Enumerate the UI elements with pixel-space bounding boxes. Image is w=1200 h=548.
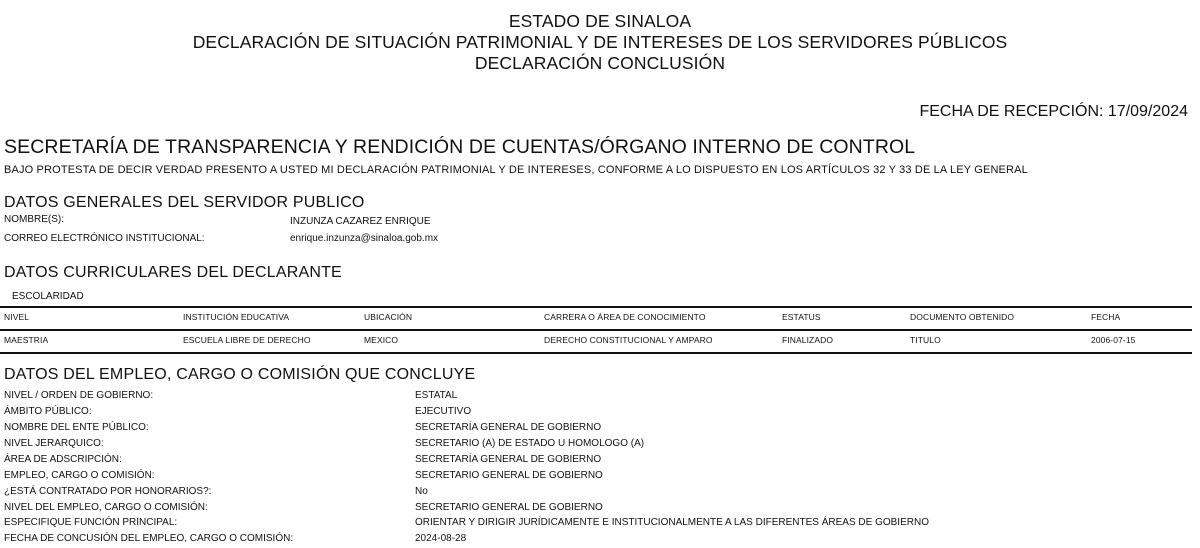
employment-value: SECRETARIO GENERAL DE GOBIERNO <box>415 470 603 481</box>
employment-row <box>0 438 1200 453</box>
col-header-date: FECHA <box>1091 312 1121 322</box>
employment-value: ESTATAL <box>415 390 458 401</box>
general-data-title: DATOS GENERALES DEL SERVIDOR PUBLICO <box>4 194 365 211</box>
name-label: NOMBRE(S): <box>4 214 64 225</box>
organization-title: SECRETARÍA DE TRANSPARENCIA Y RENDICIÓN DE CUENTAS/ÓRGANO INTERNO DE CONTROL <box>4 136 916 158</box>
employment-value: SECRETARÍA GENERAL DE GOBIERNO <box>415 454 602 465</box>
employment-label: NIVEL DEL EMPLEO, CARGO O COMISIÓN: <box>4 502 208 513</box>
header-declaration-title: DECLARACIÓN DE SITUACIÓN PATRIMONIAL Y DE INTERESES DE LOS SERVIDORES PÚBLICOS <box>192 32 1008 52</box>
employment-label: ESPECIFIQUE FUNCIÓN PRINCIPAL: <box>4 517 178 528</box>
header-state: ESTADO DE SINALOA <box>508 11 692 31</box>
employment-row <box>0 422 1200 437</box>
employment-row <box>0 406 1200 421</box>
protest-statement: BAJO PROTESTA DE DECIR VERDAD PRESENTO A USTED MI DECLARACIÓN PATRIMONIAL Y DE INTERESES, CONFORME A LO DISPUESTO EN LOS ARTÍCULOS 32 Y 33 DE LA LEY GENERAL <box>4 164 1028 176</box>
curricular-data-title: DATOS CURRICULARES DEL DECLARANTE <box>4 264 342 281</box>
col-header-status: ESTATUS <box>782 312 821 322</box>
cell-location: MEXICO <box>364 335 399 345</box>
table-row <box>0 331 1192 352</box>
employment-value: SECRETARIO (A) DE ESTADO U HOMOLOGO (A) <box>415 438 645 449</box>
name-value: INZUNZA CAZAREZ ENRIQUE <box>290 216 431 227</box>
employment-label: ¿ESTÁ CONTRATADO POR HONORARIOS?: <box>4 486 212 497</box>
cell-date: 2006-07-15 <box>1091 335 1136 345</box>
document-header <box>0 11 1200 74</box>
cell-status: FINALIZADO <box>782 335 834 345</box>
employment-label: NOMBRE DEL ENTE PÚBLICO: <box>4 422 149 433</box>
header-declaration-type: DECLARACIÓN CONCLUSIÓN <box>474 53 726 73</box>
employment-row <box>0 486 1200 501</box>
cell-institution: ESCUELA LIBRE DE DERECHO <box>183 335 311 345</box>
schooling-table <box>0 306 1192 354</box>
employment-row <box>0 470 1200 485</box>
email-value: enrique.inzunza@sinaloa.gob.mx <box>290 233 439 244</box>
col-header-institution: INSTITUCIÓN EDUCATIVA <box>183 312 290 322</box>
employment-value: 2024-08-28 <box>415 533 467 544</box>
employment-row <box>0 517 1200 532</box>
employment-label: NIVEL JERARQUICO: <box>4 438 104 449</box>
employment-value: SECRETARÍA GENERAL DE GOBIERNO <box>415 422 602 433</box>
schooling-subheading: ESCOLARIDAD <box>12 291 84 302</box>
employment-data-title: DATOS DEL EMPLEO, CARGO O COMISIÓN QUE CONCLUYE <box>4 366 476 383</box>
col-header-document: DOCUMENTO OBTENIDO <box>910 312 1015 322</box>
table-bottom-rule <box>0 352 1192 354</box>
reception-date: FECHA DE RECEPCIÓN: 17/09/2024 <box>919 103 1188 120</box>
employment-label: EMPLEO, CARGO O COMISIÓN: <box>4 470 155 481</box>
cell-document: TITULO <box>910 335 941 345</box>
employment-value: No <box>415 486 428 497</box>
cell-career: DERECHO CONSTITUCIONAL Y AMPARO <box>544 335 713 345</box>
employment-value: ORIENTAR Y DIRIGIR JURÍDICAMENTE E INSTITUCIONALMENTE A LAS DIFERENTES ÁREAS DE GOBIERNO <box>415 517 929 528</box>
employment-label: FECHA DE CONCUSIÓN DEL EMPLEO, CARGO O COMISIÓN: <box>4 533 294 544</box>
employment-row <box>0 454 1200 469</box>
employment-label: ÁMBITO PÚBLICO: <box>4 406 92 417</box>
col-header-location: UBICACIÓN <box>364 312 413 322</box>
employment-value: SECRETARIO GENERAL DE GOBIERNO <box>415 502 603 513</box>
employment-row <box>0 390 1200 405</box>
col-header-career: CARRERA O ÁREA DE CONOCIMIENTO <box>544 312 706 322</box>
employment-value: EJECUTIVO <box>415 406 472 417</box>
employment-row <box>0 533 1200 548</box>
col-header-level: NIVEL <box>4 312 30 322</box>
email-label: CORREO ELECTRÓNICO INSTITUCIONAL: <box>4 233 205 244</box>
employment-row <box>0 502 1200 517</box>
employment-label: ÁREA DE ADSCRIPCIÓN: <box>4 454 122 465</box>
table-header-row <box>0 308 1192 329</box>
cell-level: MAESTRIA <box>4 335 49 345</box>
employment-label: NIVEL / ORDEN DE GOBIERNO: <box>4 390 154 401</box>
